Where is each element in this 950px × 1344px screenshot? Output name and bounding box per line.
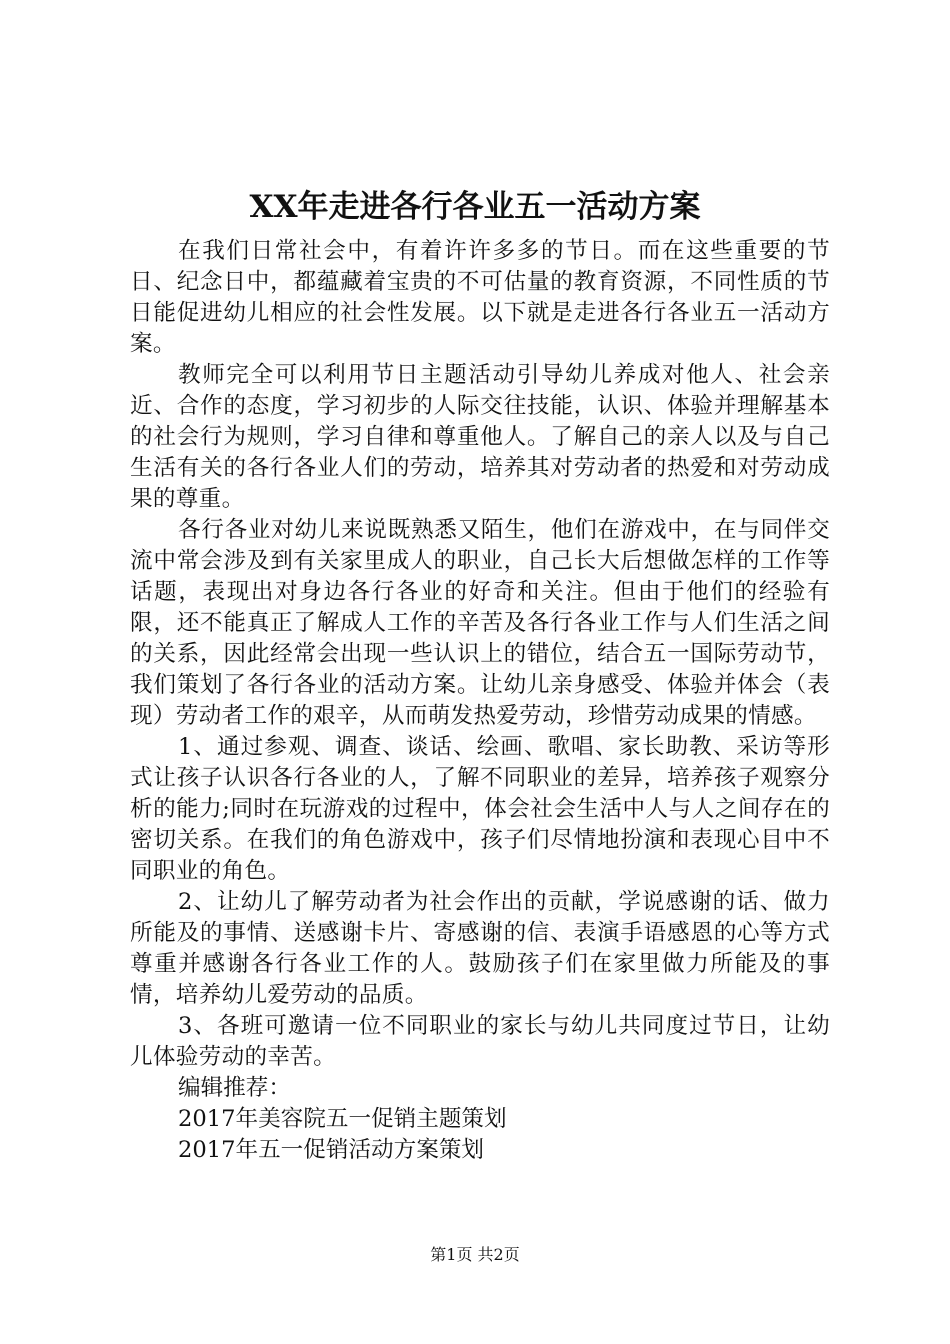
goal-2-paragraph: 2、让幼儿了解劳动者为社会作出的贡献，学说感谢的话、做力所能及的事情、送感谢卡片、寄感谢的信、表演手语感恩的心等方式尊重并感谢各行各业工作的人。鼓励孩子们在家里做力所能及的事情，培养幼儿爱劳动的品质。 — [130, 889, 830, 1008]
recommend-label: 编辑推荐： — [178, 1075, 291, 1101]
document-body — [130, 236, 830, 1166]
recommend-link-2[interactable]: 2017年五一促销活动方案策划 — [178, 1137, 485, 1163]
goal-1-paragraph: 1、通过参观、调查、谈话、绘画、歌唱、家长助教、采访等形式让孩子认识各行各业的人，了解不同职业的差异，培养孩子观察分析的能力;同时在玩游戏的过程中，体会社会生活中人与人之间存在的密切关系。在我们的角色游戏中，孩子们尽情地扮演和表现心目中不同职业的角色。 — [130, 734, 830, 884]
recommend-link-1[interactable]: 2017年美容院五一促销主题策划 — [178, 1106, 507, 1132]
goal-3-paragraph: 3、各班可邀请一位不同职业的家长与幼儿共同度过节日，让幼儿体验劳动的幸苦。 — [130, 1013, 830, 1070]
teacher-paragraph: 教师完全可以利用节日主题活动引导幼儿养成对他人、社会亲近、合作的态度，学习初步的人际交往技能，认识、体验并理解基本的社会行为规则，学习自律和尊重他人。了解自己的亲人以及与自己生活有关的各行各业人们的劳动，培养其对劳动者的热爱和对劳动成果的尊重。 — [130, 362, 830, 512]
page-footer: 第1页 共2页 — [430, 1245, 520, 1264]
document-title: XX年走进各行各业五一活动方案 — [249, 189, 701, 225]
intro-paragraph: 在我们日常社会中，有着许许多多的节日。而在这些重要的节日、纪念日中，都蕴藏着宝贵的不可估量的教育资源，不同性质的节日能促进幼儿相应的社会性发展。以下就是走进各行各业五一活动方案。 — [130, 238, 830, 357]
background-paragraph: 各行各业对幼儿来说既熟悉又陌生，他们在游戏中，在与同伴交流中常会涉及到有关家里成人的职业，自己长大后想做怎样的工作等话题，表现出对身边各行各业的好奇和关注。但由于他们的经验有限，还不能真正了解成人工作的辛苦及各行各业工作与人们生活之间的关系，因此经常会出现一些认识上的错位，结合五一国际劳动节，我们策划了各行各业的活动方案。让幼儿亲身感受、体验并体会（表现）劳动者工作的艰辛，从而萌发热爱劳动，珍惜劳动成果的情感。 — [130, 517, 830, 729]
